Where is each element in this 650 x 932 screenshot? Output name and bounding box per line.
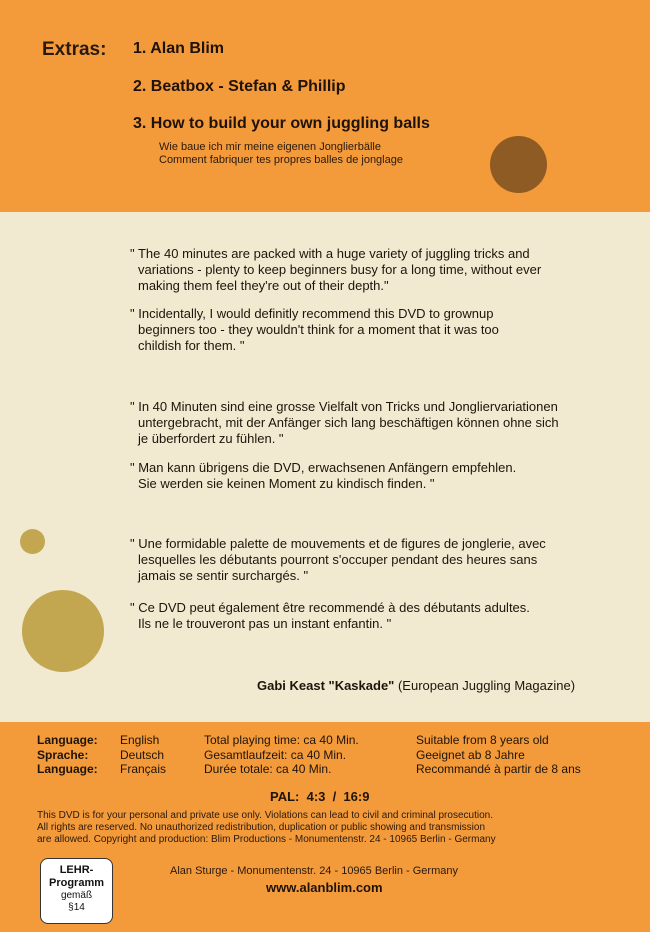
extra-item-2: 2. Beatbox - Stefan & Phillip (133, 78, 346, 95)
quote-line: lesquelles les débutants pourront s'occuper pendant des heures sans (138, 552, 538, 567)
quote-attribution (257, 678, 575, 693)
quote-english-1 (130, 246, 620, 294)
playing-time: Total playing time: ca 40 Min. (204, 733, 359, 747)
extra-item-1: 1. Alan Blim (133, 40, 224, 57)
website-link[interactable]: www.alanblim.com (266, 880, 383, 895)
language-values (120, 733, 166, 777)
language-label: Language: (37, 733, 98, 747)
quote-german-1 (130, 399, 620, 447)
language-value: Deutsch (120, 747, 165, 762)
legal-line: This DVD is for your personal and private use only. Violations can lead to civil and criminal prosecution. (37, 810, 493, 821)
badge-line: §14 (68, 902, 85, 913)
age-rating: Recommandé à partir de 8 ans (416, 762, 581, 776)
language-label: Sprache: (37, 747, 89, 762)
quote-line: " Ce DVD peut également être recommendé à des débutants adultes. (130, 600, 530, 615)
extra-subtitle-fr: Comment fabriquer tes propres balles de jonglage (159, 154, 403, 166)
quote-english-2 (130, 306, 620, 354)
quote-line: " Incidentally, I would definitly recommend this DVD to grownup (130, 306, 494, 321)
quote-line: " In 40 Minuten sind eine grosse Vielfalt von Tricks und Jongliervariationen (130, 399, 558, 414)
badge-line: LEHR- (59, 864, 94, 876)
publisher-address: Alan Sturge - Monumentenstr. 24 - 10965 Berlin - Germany (170, 865, 458, 877)
quote-line: jamais se sentir surchargés. " (138, 568, 309, 583)
extras-label: Extras: (42, 39, 107, 60)
quote-line: beginners too - they wouldn't think for a moment that it was too (138, 322, 499, 337)
quote-french-1 (130, 536, 620, 584)
quote-line: " The 40 minutes are packed with a huge variety of juggling tricks and (130, 246, 530, 261)
juggling-ball-icon (490, 136, 547, 193)
legal-notice (37, 810, 617, 846)
quote-line: je überfordert zu fühlen. " (138, 431, 284, 446)
extra-item-3: 3. How to build your own juggling balls (133, 115, 430, 132)
playing-time: Durée totale: ca 40 Min. (204, 762, 332, 776)
quote-line: untergebracht, mit der Anfänger sich lang beschäftigen können ohne sich (138, 415, 559, 430)
language-label: Language: (37, 762, 98, 776)
attribution-author: Gabi Keast "Kaskade" (257, 678, 395, 693)
language-labels (37, 733, 98, 777)
badge-line: gemäß (60, 890, 93, 901)
quote-german-2 (130, 460, 620, 492)
quote-line: childish for them. " (138, 338, 245, 353)
quote-line: " Man kann übrigens die DVD, erwachsenen Anfängern empfehlen. (130, 460, 517, 475)
playing-time: Gesamtlaufzeit: ca 40 Min. (204, 747, 347, 762)
language-value: Français (120, 762, 167, 776)
playing-times (204, 733, 359, 777)
attribution-source: (European Juggling Magazine) (397, 678, 576, 693)
language-value: English (120, 733, 160, 747)
quote-line: " Une formidable palette de mouvements et de figures de jonglerie, avec (130, 536, 546, 551)
quote-line: Sie werden sie keinen Moment zu kindisch finden. " (138, 476, 435, 491)
badge-line: Programm (48, 877, 105, 889)
top-orange-band (0, 0, 650, 212)
quote-line: Ils ne le trouveront pas un instant enfantin. " (138, 616, 392, 631)
age-rating: Geeignet ab 8 Jahre (416, 747, 525, 762)
juggling-ball-icon (22, 590, 104, 672)
legal-line: are allowed. Copyright and production: Blim Productions - Monumentenstr. 24 - 10965 Berlin - Germany (37, 834, 496, 845)
juggling-ball-icon (20, 529, 45, 554)
quote-line: variations - plenty to keep beginners busy for a long time, without ever (138, 262, 542, 277)
quote-line: making them feel they're out of their depth." (138, 278, 389, 293)
age-suitability (416, 733, 581, 777)
lehr-programm-badge (40, 858, 113, 924)
age-rating: Suitable from 8 years old (416, 733, 549, 747)
legal-line: All rights are reserved. No unauthorized redistribution, duplication or public showing and transmission (37, 822, 486, 833)
video-format: PAL: 4:3 / 16:9 (270, 789, 370, 804)
extra-subtitle-de: Wie baue ich mir meine eigenen Jonglierbälle (159, 141, 381, 153)
quote-french-2 (130, 600, 620, 632)
